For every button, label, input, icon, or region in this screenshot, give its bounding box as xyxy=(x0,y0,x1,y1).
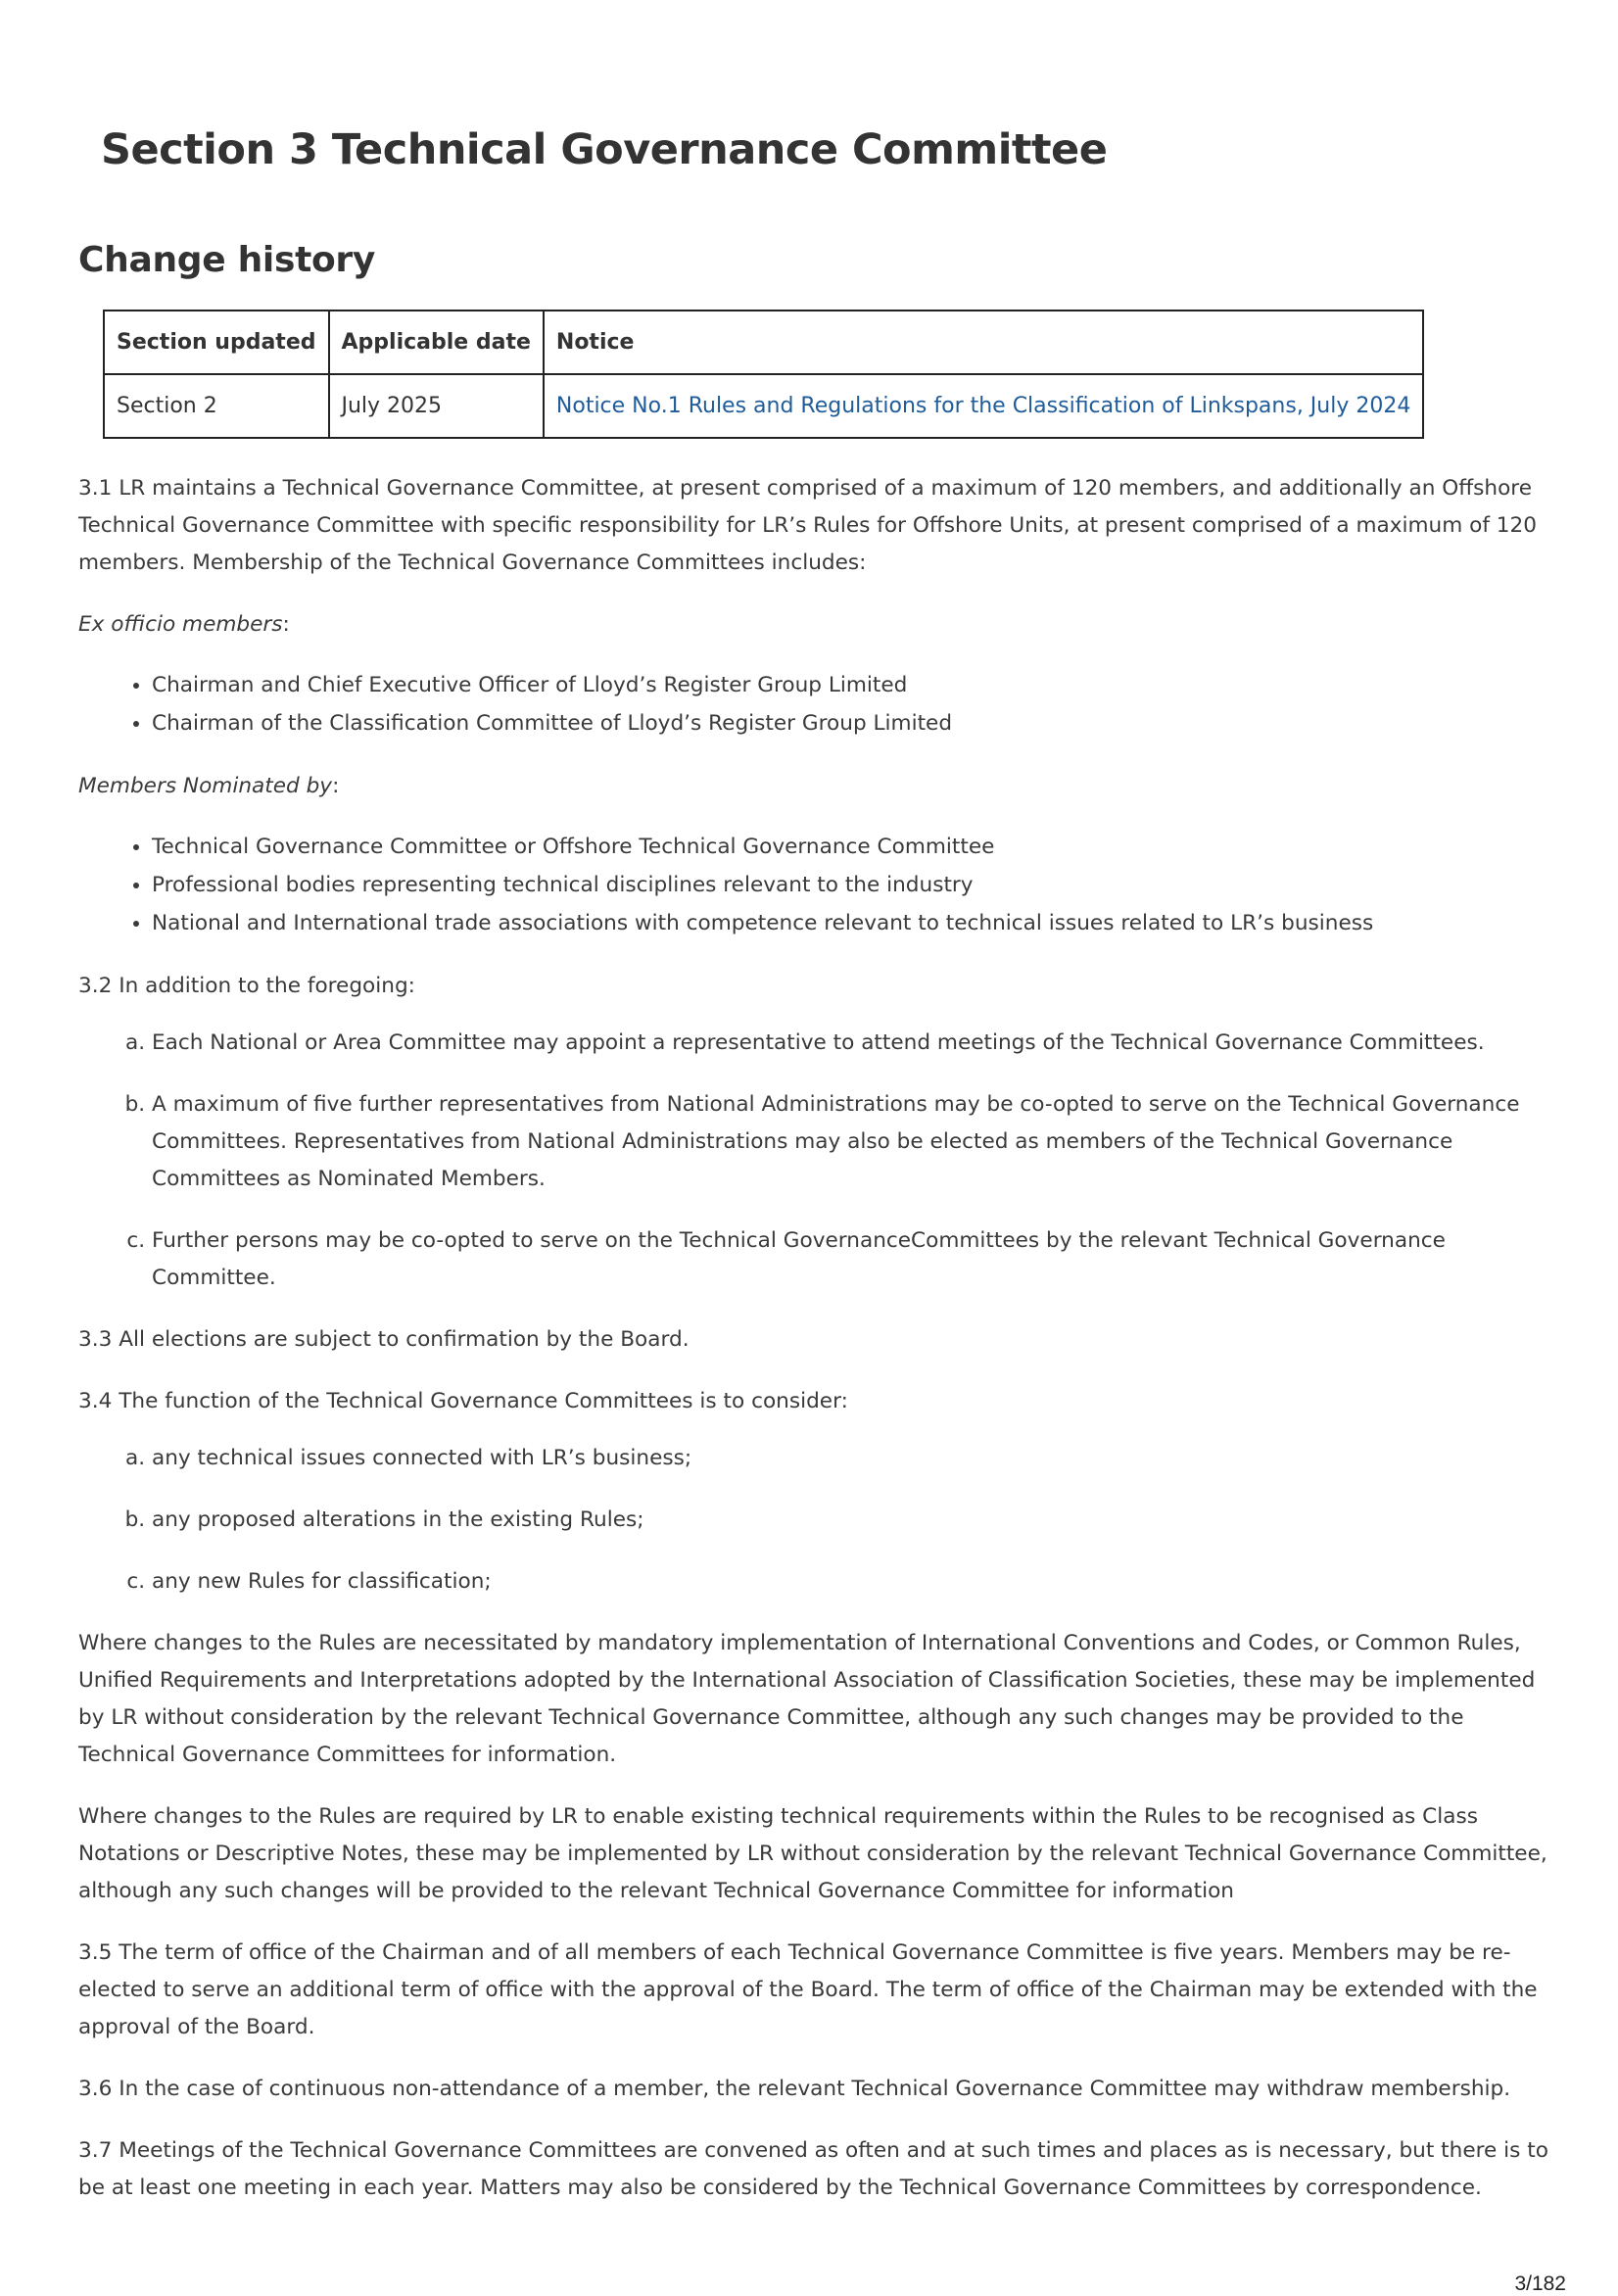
column-header-applicable-date: Applicable date xyxy=(329,311,544,374)
paragraph-3-6: 3.6 In the case of continuous non-attendance of a member, the relevant Technical Governance Committee may withdraw membership. xyxy=(78,2077,1511,2101)
paragraph-3-5: 3.5 The term of office of the Chairman and of all members of each Technical Governance Committee is five years. Members may be re-elected to serve an additional term of office with the approval of the Board. The term of office of the Chairman may be extended with the approval of the Board. xyxy=(78,1940,1538,2039)
page-title: Section 3 Technical Governance Committee xyxy=(101,125,1108,174)
list-item: b. A maximum of five further representatives from National Administrations may be co-opted to serve on the Technical Governance Committees. Representatives from National Administrations may also be elected as members of the Technical Governance Committees as Nominated Members. xyxy=(152,1086,1567,1198)
list-item: a. Each National or Area Committee may appoint a representative to attend meetings of the Technical Governance Committees. xyxy=(152,1025,1567,1062)
paragraph-3-4: 3.4 The function of the Technical Governance Committees is to consider: xyxy=(78,1389,848,1413)
list-item: • National and International trade associations with competence relevant to technical issues related to LR’s business xyxy=(152,904,1567,942)
change-history-table xyxy=(103,310,1424,439)
paragraph-3-4-list xyxy=(78,1440,1567,1601)
notice-link[interactable]: Notice No.1 Rules and Regulations for the Classification of Linkspans, July 2024 xyxy=(555,394,1411,418)
paragraph-3-3: 3.3 All elections are subject to confirmation by the Board. xyxy=(78,1327,690,1352)
list-item: a. any technical issues connected with LR’s business; xyxy=(152,1440,1567,1477)
label-colon: : xyxy=(282,612,290,637)
paragraph-3-2: 3.2 In addition to the foregoing: xyxy=(78,974,415,998)
change-history-heading: Change history xyxy=(78,240,376,280)
column-header-notice: Notice xyxy=(544,311,1423,374)
ex-officio-label: Ex officio members xyxy=(78,612,283,637)
list-item: • Chairman and Chief Executive Officer of Lloyd’s Register Group Limited xyxy=(152,666,1567,704)
list-item: c. Further persons may be co-opted to serve on the Technical GovernanceCommittees by the relevant Technical Governance Committee. xyxy=(152,1222,1567,1297)
column-header-section-updated: Section updated xyxy=(104,311,329,374)
paragraph-3-2-list xyxy=(78,1025,1567,1297)
paragraph-rule-changes-1: Where changes to the Rules are necessitated by mandatory implementation of International Conventions and Codes, or Common Rules, Unified Requirements and Interpretations adopted by the International Association of Classification Societies, these may be implemented by LR without consideration by the relevant Technical Governance Committee, although any such changes may be provided to the Technical Governance Committees for information. xyxy=(78,1631,1536,1767)
document-body xyxy=(78,470,1567,2231)
label-colon: : xyxy=(332,774,340,798)
nominated-label-line xyxy=(78,768,1567,805)
table-row xyxy=(104,374,1423,438)
ex-officio-label-line xyxy=(78,606,1567,644)
nominated-list xyxy=(78,828,1567,942)
nominated-label: Members Nominated by xyxy=(78,774,333,798)
table-header-row xyxy=(104,311,1423,374)
paragraph-3-7: 3.7 Meetings of the Technical Governance Committees are convened as often and at such times and places as is necessary, but there is to be at least one meeting in each year. Matters may also be considered by the Technical Governance Committees by correspondence. xyxy=(78,2138,1548,2200)
cell-applicable-date: July 2025 xyxy=(329,374,544,438)
cell-notice xyxy=(544,374,1423,438)
page-number: 3/182 xyxy=(1514,2272,1566,2295)
cell-section-updated: Section 2 xyxy=(104,374,329,438)
list-item: • Professional bodies representing technical disciplines relevant to the industry xyxy=(152,866,1567,904)
list-item: b. any proposed alterations in the existing Rules; xyxy=(152,1502,1567,1539)
list-item: • Chairman of the Classification Committee of Lloyd’s Register Group Limited xyxy=(152,704,1567,742)
paragraph-rule-changes-2: Where changes to the Rules are required by LR to enable existing technical requirements within the Rules to be recognised as Class Notations or Descriptive Notes, these may be implemented by LR without consideration by the relevant Technical Governance Committee, although any such changes will be provided to the relevant Technical Governance Committee for information xyxy=(78,1804,1547,1903)
list-item: • Technical Governance Committee or Offshore Technical Governance Committee xyxy=(152,828,1567,866)
paragraph-3-1: 3.1 LR maintains a Technical Governance Committee, at present comprised of a maximum of 120 members, and additionally an Offshore Technical Governance Committee with specific responsibility for LR’s Rules for Offshore Units, at present comprised of a maximum of 120 members. Membership of the Technical Governance Committees includes: xyxy=(78,476,1538,575)
list-item: c. any new Rules for classification; xyxy=(152,1563,1567,1601)
ex-officio-list xyxy=(78,666,1567,742)
